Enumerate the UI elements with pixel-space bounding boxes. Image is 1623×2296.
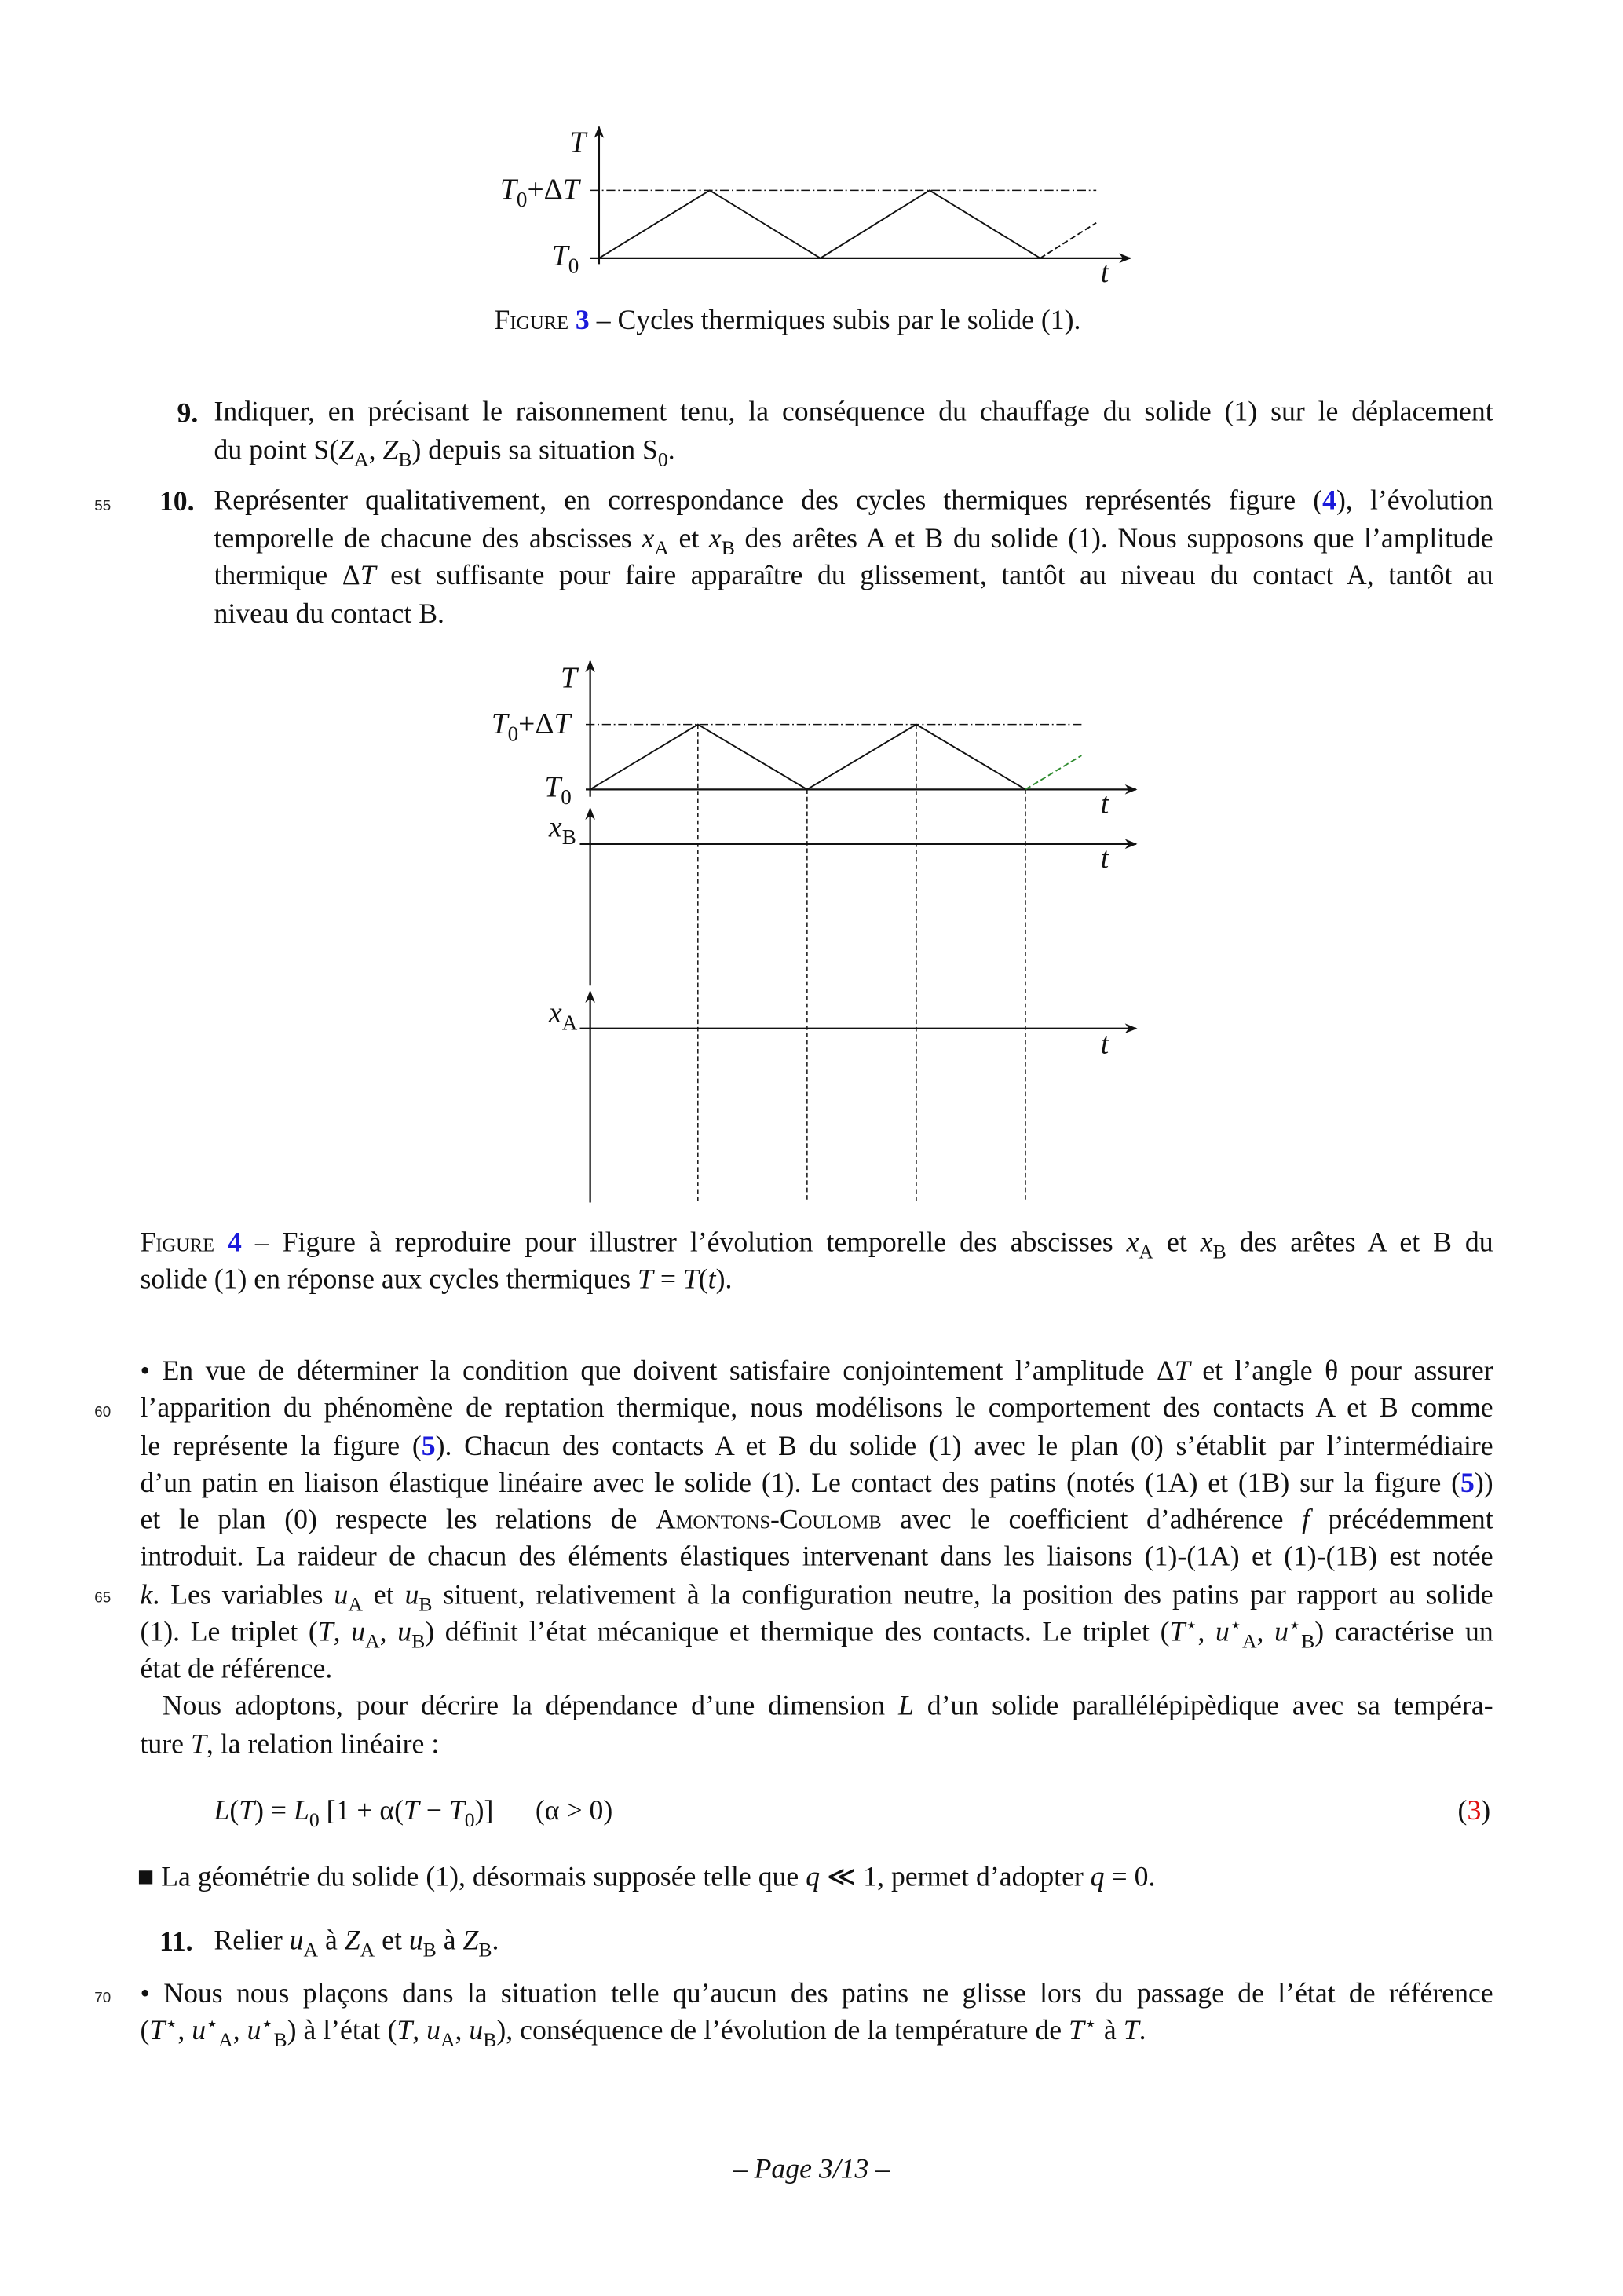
text-run: )) — [1474, 1469, 1493, 1500]
fig4-label-T0 — [544, 771, 572, 810]
text-run: B — [1212, 1240, 1226, 1262]
text-run: précédemment — [1309, 1506, 1493, 1537]
text-run: ( — [698, 1264, 708, 1296]
text-run: l’apparition du phénomène de reptation thermique, nous modélisons le comportement des contacts A et B comme — [140, 1394, 1493, 1424]
text-run: t — [707, 1264, 716, 1296]
text-run: ) — [1481, 1795, 1491, 1827]
text-run: T — [554, 707, 571, 741]
text-run: , — [1256, 1618, 1275, 1648]
text-run: à — [318, 1925, 345, 1957]
reference-number: 5 — [421, 1432, 436, 1463]
text-run: x — [1126, 1229, 1139, 1259]
line-number: 65 — [94, 1590, 111, 1607]
text-run: ) définit l’état mécanique et thermique des contacts. Le triplet ( — [425, 1618, 1170, 1648]
question-11-number: 11. — [159, 1927, 193, 1958]
text-run: u — [289, 1925, 304, 1957]
text-run: Figure — [494, 305, 576, 337]
fig4-label-T0-plus-dT — [491, 707, 571, 747]
text-run: T — [569, 126, 587, 159]
fig3-label-T0 — [551, 240, 579, 280]
fig4-continuation — [1025, 755, 1081, 789]
text-run: et — [668, 525, 709, 555]
text-run: 0 — [507, 722, 519, 747]
text-run: . Les variables — [152, 1581, 334, 1611]
fig3-label-T0-plus-dT — [500, 174, 579, 213]
text-run: t — [1100, 1028, 1109, 1062]
text-run: B — [483, 2028, 497, 2051]
paragraph-line — [141, 1980, 1493, 2013]
text-run: ⋆ — [165, 2012, 178, 2035]
text-run: − — [419, 1795, 449, 1827]
text-run: = — [652, 1264, 683, 1296]
text-run: T — [190, 1729, 207, 1760]
reference-number: 3 — [1467, 1795, 1482, 1827]
fig4-thermal-cycle — [590, 725, 1025, 790]
paragraph-line — [140, 2012, 1146, 2051]
text-run: ( — [140, 2015, 150, 2047]
text-run: ) à l’état ( — [287, 2015, 397, 2047]
text-run: temporelle de chacune des abscisses — [214, 525, 642, 555]
text-run: A — [1139, 1240, 1153, 1262]
text-run: T — [1069, 2015, 1084, 2047]
text-run: T — [562, 174, 579, 207]
text-run: T — [682, 1264, 699, 1296]
text-run: T — [1169, 1618, 1186, 1648]
text-run: , — [177, 2015, 192, 2047]
paragraph-line — [141, 1470, 1493, 1502]
text-run: , la relation linéaire : — [206, 1729, 440, 1760]
fig3-continuation — [1040, 223, 1096, 258]
text-run: • En vue de déterminer la condition que doivent satisfaire conjointement l’amplitude Δ — [140, 1357, 1175, 1387]
text-run: , — [232, 2015, 247, 2047]
question-10-line — [214, 525, 1493, 558]
text-run: B — [721, 536, 735, 558]
text-run: Nous adoptons, pour décrire la dépendance d’une dimension — [162, 1692, 898, 1722]
text-run: u — [408, 1925, 423, 1957]
text-run: ture — [140, 1729, 191, 1760]
question-10-line — [214, 598, 444, 633]
question-9-line — [214, 398, 1493, 430]
text-run: B — [422, 1938, 437, 1961]
text-run: B — [273, 2028, 287, 2051]
text-run: T — [397, 2015, 413, 2047]
reference-number: 4 — [227, 1229, 242, 1259]
fig4-label-xA — [549, 997, 578, 1036]
text-run: Z — [382, 435, 399, 466]
text-run: L — [293, 1795, 309, 1827]
paragraph-line — [141, 1618, 1493, 1651]
text-run: A — [348, 1593, 363, 1614]
text-run: ≪ 1, permet d’adopter — [820, 1862, 1091, 1893]
text-run: B — [561, 826, 576, 850]
text-run: T — [500, 174, 517, 207]
text-run: ) depuis sa situation S — [411, 435, 658, 466]
text-run: , — [333, 1618, 352, 1648]
text-run: Figure — [140, 1229, 228, 1259]
text-run: T — [544, 771, 561, 805]
question-10-number: 10. — [159, 487, 195, 518]
text-run: L — [214, 1795, 230, 1827]
fig4-label-xB — [549, 811, 576, 850]
fig4-label-t — [1101, 844, 1109, 874]
text-run: x — [549, 811, 562, 844]
reference-number: 3 — [575, 305, 590, 337]
text-run: ), l’évolution — [1336, 487, 1493, 517]
text-run: , — [412, 2015, 427, 2047]
figure-4-caption — [141, 1266, 733, 1298]
paragraph-line — [141, 1395, 1493, 1427]
text-run: q — [1090, 1862, 1105, 1893]
text-run: ⋆ — [261, 2012, 274, 2035]
text-run: B — [478, 1938, 492, 1961]
text-run: t — [1100, 842, 1109, 876]
fig4-label-T — [561, 664, 577, 694]
text-run: 0 — [516, 188, 528, 213]
paragraph-line — [141, 1731, 440, 1763]
text-run: du point S( — [214, 435, 339, 466]
text-run: à — [436, 1925, 463, 1957]
text-run: des arêtes A et B du — [1226, 1229, 1493, 1259]
text-run: niveau du contact B. — [214, 598, 444, 631]
reference-number: 5 — [1460, 1469, 1475, 1500]
text-run: état de référence. — [140, 1654, 333, 1685]
text-run: ). Chacun des contacts A et B du solide (1) avec le plan (0) s’établit par l’intermédiaire — [435, 1432, 1493, 1463]
text-run: t — [1100, 256, 1109, 290]
text-run: introduit. La raideur de chacun des éléments élastiques intervenant dans les liaisons (1)-(1A) et (1)-(1B) est notée — [140, 1543, 1493, 1574]
text-run: ⋆ — [1288, 1618, 1302, 1636]
text-run: T — [448, 1795, 465, 1827]
text-run: – Cycles thermiques subis par le solide (1). — [589, 305, 1081, 337]
text-run: B — [419, 1593, 433, 1614]
text-run: et — [362, 1581, 405, 1611]
text-run: A — [360, 1938, 375, 1961]
text-run: Z — [338, 435, 355, 466]
text-run: u — [404, 1581, 419, 1611]
text-run: T — [149, 2015, 166, 2047]
text-run: , — [1197, 1618, 1216, 1648]
paragraph-line — [141, 1544, 1493, 1576]
text-run: A — [654, 536, 669, 558]
text-run: [1 + α( — [319, 1795, 404, 1827]
text-run: u — [351, 1618, 366, 1648]
text-run: T — [317, 1618, 334, 1648]
text-run: T — [638, 1264, 653, 1296]
text-run: T — [551, 240, 568, 273]
text-run: , — [455, 2015, 470, 2047]
text-run: u — [247, 2015, 261, 2047]
text-run: u — [469, 2015, 484, 2047]
text-run: A — [354, 448, 369, 471]
text-run: . — [492, 1925, 499, 1957]
question-10-line — [214, 562, 1493, 594]
text-run: des arêtes A et B du solide (1). Nous supposons que l’amplitude — [734, 525, 1493, 555]
text-run: x — [549, 997, 562, 1030]
text-run: et — [1153, 1229, 1201, 1259]
text-run: est suffisante pour faire apparaître du glissement, tantôt au niveau du contact A, tantôt au — [375, 561, 1493, 592]
text-run: à — [1096, 2015, 1124, 2047]
text-run: = 0. — [1104, 1862, 1156, 1893]
text-run: • Nous nous plaçons dans la situation telle qu’aucun des patins ne glisse lors du passage de l’état de référence — [140, 1980, 1493, 2010]
equation-3 — [214, 1797, 612, 1830]
text-run: , — [379, 1618, 398, 1648]
text-run: T — [360, 561, 376, 592]
text-run: 0 — [464, 1808, 475, 1831]
fig4-label-t — [1101, 789, 1109, 819]
text-run: u — [1274, 1618, 1289, 1648]
text-run: A — [561, 1012, 578, 1036]
text-run: (1). Le triplet ( — [140, 1618, 318, 1648]
text-run: t — [1100, 788, 1109, 821]
figure-3-caption — [494, 307, 1080, 339]
page-footer: – Page 3/13 – — [733, 2154, 890, 2185]
text-run: A — [303, 1938, 319, 1961]
text-run: +Δ — [527, 174, 563, 207]
fig3-label-t — [1101, 258, 1109, 288]
text-run: ( — [229, 1795, 239, 1827]
text-run: A — [440, 2028, 455, 2051]
text-run: ) caractérise un — [1314, 1618, 1493, 1648]
text-run: B — [411, 1629, 426, 1651]
text-run: ( — [1457, 1795, 1468, 1827]
text-run: Z — [462, 1925, 479, 1957]
text-run: T — [1174, 1357, 1190, 1387]
text-run: A — [365, 1629, 380, 1651]
text-run: T — [561, 662, 577, 696]
fig3-label-T — [569, 128, 586, 158]
paragraph-line — [141, 1433, 1493, 1465]
text-run: u — [1215, 1618, 1230, 1648]
text-run: u — [192, 2015, 207, 2047]
text-run: T — [239, 1795, 255, 1827]
text-run: ■ La géométrie du solide (1), désormais supposée telle que — [137, 1862, 806, 1893]
text-run: d’un solide parallélépipèdique avec sa tempéra- — [913, 1692, 1493, 1722]
text-run: ⋆ — [1229, 1618, 1242, 1636]
paragraph-line — [141, 1655, 333, 1687]
text-run: thermique Δ — [214, 561, 360, 592]
text-run: L — [897, 1692, 914, 1722]
fig4-label-t — [1101, 1030, 1109, 1060]
text-run: x — [708, 525, 722, 555]
text-run: Représenter qualitativement, en correspondance des cycles thermiques représentés figure ( — [214, 487, 1323, 517]
equation-3-tag — [1458, 1797, 1491, 1830]
text-run: q — [806, 1862, 821, 1893]
text-run: A — [218, 2028, 233, 2051]
question-10-line — [214, 487, 1493, 519]
text-run: 0 — [568, 255, 579, 280]
text-run: Amontons-Coulomb — [655, 1506, 882, 1537]
text-run: x — [1200, 1229, 1213, 1259]
line-number: 70 — [94, 1990, 111, 2007]
text-run: solide (1) en réponse aux cycles thermiques — [140, 1264, 638, 1296]
text-run: 0 — [561, 786, 572, 810]
text-run: 0 — [657, 448, 668, 471]
question-11-line — [214, 1927, 499, 1959]
paragraph-line — [141, 1581, 1493, 1614]
figure-4-caption — [141, 1229, 1493, 1261]
question-9-line — [214, 437, 674, 469]
text-run: u — [397, 1618, 412, 1648]
text-run: A — [1241, 1629, 1257, 1651]
text-run: ⋆ — [1185, 1618, 1198, 1636]
text-run: et le plan (0) respecte les relations de — [140, 1506, 656, 1537]
text-run: f — [1301, 1506, 1310, 1537]
text-run: situent, relativement à la configuration neutre, la position des patins par rapport au solide — [432, 1581, 1493, 1611]
text-run: et — [375, 1925, 409, 1957]
text-run: Indiquer, en précisant le raisonnement tenu, la conséquence du chauffage du solide (1) sur le déplacement — [214, 398, 1493, 428]
paragraph-line — [163, 1692, 1493, 1724]
text-run: ⋆ — [1084, 2012, 1097, 2035]
text-run: avec le coefficient d’adhérence — [881, 1506, 1302, 1537]
paragraph-line — [141, 1507, 1493, 1539]
text-run: , — [368, 435, 383, 466]
text-run: . — [1139, 2015, 1146, 2047]
text-run: B — [1301, 1629, 1315, 1651]
paragraph-line — [141, 1358, 1493, 1390]
text-run: T — [1123, 2015, 1139, 2047]
line-number: 55 — [94, 499, 111, 515]
line-number: 60 — [94, 1404, 111, 1421]
text-run: x — [642, 525, 655, 555]
text-run: ) = — [254, 1795, 294, 1827]
hypothesis-line — [137, 1863, 1156, 1896]
fig3-thermal-cycle — [599, 190, 1040, 258]
text-run: T — [491, 707, 508, 741]
text-run: ), conséquence de l’évolution de la température de — [496, 2015, 1069, 2047]
text-run: u — [426, 2015, 440, 2047]
text-run: )] (α > 0) — [474, 1795, 613, 1827]
text-run: Relier — [214, 1925, 290, 1957]
text-run: u — [334, 1581, 349, 1611]
text-run: d’un patin en liaison élastique linéaire avec le solide (1). Le contact des patins (notés (1A) et (1B) sur la figure ( — [140, 1469, 1461, 1500]
text-run: B — [398, 448, 412, 471]
text-run: . — [667, 435, 675, 466]
text-run: le représente la figure ( — [140, 1432, 422, 1463]
text-run: Z — [344, 1925, 360, 1957]
text-run: 0 — [309, 1808, 320, 1831]
text-run: – Figure à reproduire pour illustrer l’évolution temporelle des abscisses — [241, 1229, 1127, 1259]
text-run: et l’angle θ pour assurer — [1190, 1357, 1493, 1387]
text-run: ⋆ — [206, 2012, 219, 2035]
text-run: T — [403, 1795, 419, 1827]
text-run: ). — [715, 1264, 733, 1296]
text-run: k — [140, 1581, 153, 1611]
text-run: +Δ — [518, 707, 554, 741]
question-9-number: 9. — [177, 398, 199, 430]
reference-number: 4 — [1322, 487, 1337, 517]
